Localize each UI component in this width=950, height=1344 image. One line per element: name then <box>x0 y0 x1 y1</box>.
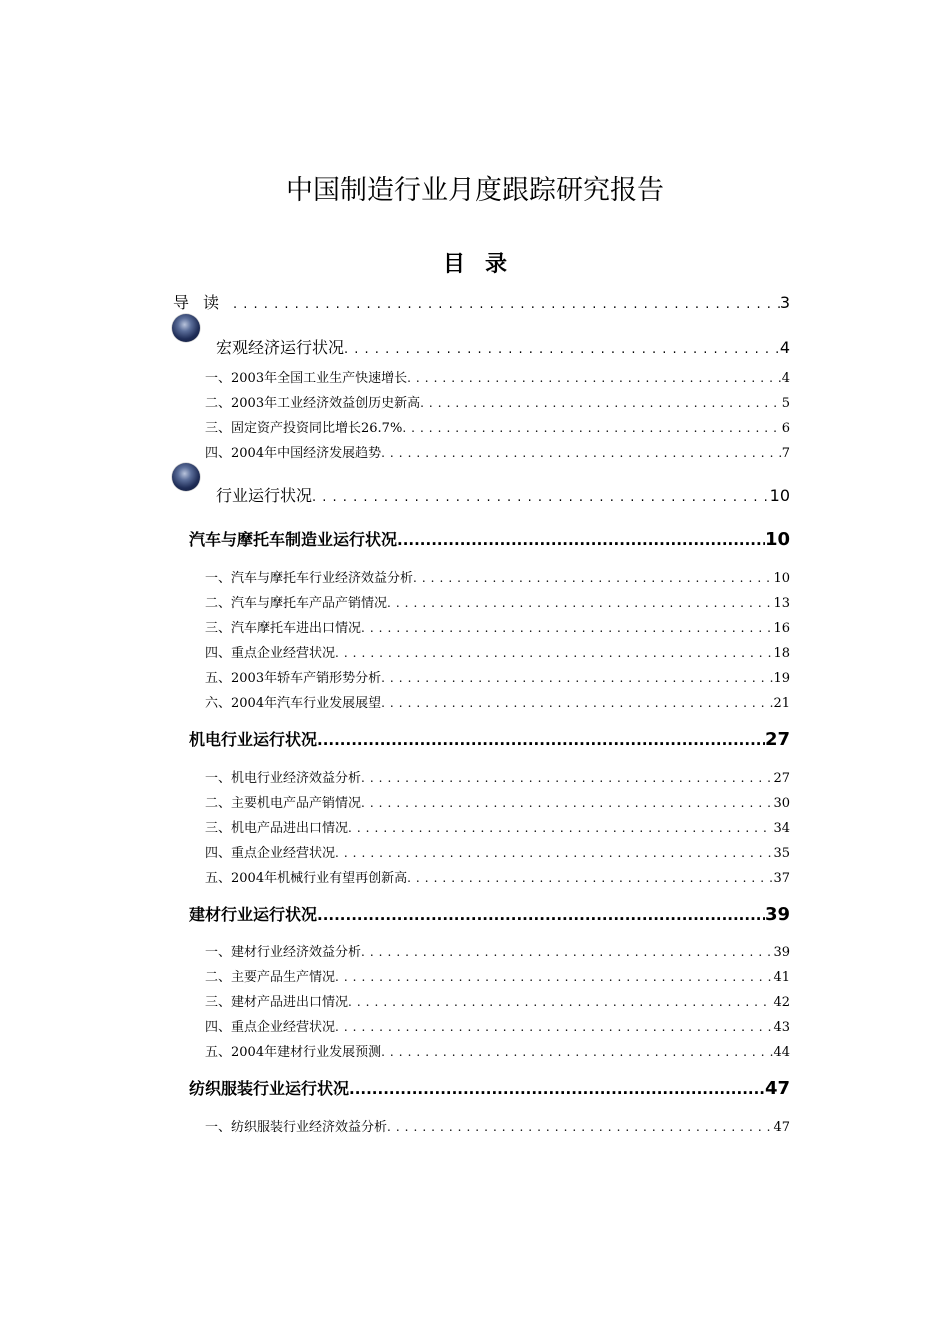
toc-heading: 目录 <box>442 252 527 277</box>
toc-leader-dots <box>312 490 770 505</box>
toc-leader-dots <box>317 906 765 924</box>
toc-page-number: 47 <box>773 1120 790 1135</box>
toc-page-number: 39 <box>764 904 790 925</box>
toc-entry-label: 三、建材产品进出口情况 <box>205 995 349 1010</box>
toc-entry-label: 三、机电产品进出口情况 <box>205 821 349 836</box>
toc-page-number: 4 <box>779 338 790 357</box>
toc-page-number: 41 <box>773 970 790 985</box>
toc-entry-label: 导读 <box>173 293 234 312</box>
toc-leader-dots <box>361 796 773 810</box>
toc-leader-dots <box>349 1080 765 1098</box>
toc-page-number: 6 <box>781 421 790 436</box>
toc-page-number: 34 <box>773 821 790 836</box>
toc-leader-dots <box>233 297 780 312</box>
toc-entry-item[interactable] <box>205 792 790 814</box>
toc-entry-item[interactable] <box>205 941 790 963</box>
toc-page-number: 27 <box>764 729 790 750</box>
toc-entry-label: 四、2004年中国经济发展趋势 <box>205 446 382 461</box>
toc-entry-item[interactable] <box>205 767 790 789</box>
toc-entry-label: 四、重点企业经营状况 <box>205 1020 336 1035</box>
toc-page-number: 18 <box>773 646 790 661</box>
toc-entry-item[interactable] <box>205 966 790 988</box>
toc-entry-item[interactable] <box>205 642 790 664</box>
toc-entry-label: 机电行业运行状况 <box>189 730 318 749</box>
toc-leader-dots <box>361 945 773 959</box>
toc-leader-dots <box>381 671 773 685</box>
toc-leader-dots <box>402 421 781 435</box>
toc-leader-dots <box>344 342 780 357</box>
toc-entry-label: 一、建材行业经济效益分析 <box>205 945 362 960</box>
toc-entry-item[interactable] <box>205 617 790 639</box>
toc-page-number: 19 <box>773 671 790 686</box>
toc-page-number: 3 <box>779 293 790 312</box>
toc-entry-label: 四、重点企业经营状况 <box>205 646 336 661</box>
toc-section-electromechanical[interactable] <box>189 727 790 755</box>
toc-page-number: 42 <box>773 995 790 1010</box>
toc-page-number: 43 <box>773 1020 790 1035</box>
toc-entry-label: 一、机电行业经济效益分析 <box>205 771 362 786</box>
toc-page-number: 10 <box>773 571 790 586</box>
toc-page-number: 13 <box>773 596 790 611</box>
toc-leader-dots <box>420 396 782 410</box>
toc-leader-dots <box>387 596 773 610</box>
toc-leader-dots <box>381 1045 773 1059</box>
toc-entry-item[interactable] <box>205 692 790 714</box>
toc-entry-part1[interactable] <box>173 335 790 361</box>
toc-leader-dots <box>407 871 773 885</box>
toc-leader-dots <box>387 1120 773 1134</box>
toc-leader-dots <box>335 970 773 984</box>
toc-leader-dots <box>381 696 773 710</box>
toc-entry-item[interactable] <box>205 991 790 1013</box>
toc-entry-item[interactable] <box>205 592 790 614</box>
toc-page-number: 10 <box>769 486 790 505</box>
toc-leader-dots <box>348 821 773 835</box>
toc-entry-item[interactable] <box>205 1041 790 1063</box>
toc-entry-item[interactable] <box>205 867 790 889</box>
toc-entry-intro[interactable] <box>173 290 790 316</box>
toc-entry-label: 二、汽车与摩托车产品产销情况 <box>205 596 388 611</box>
toc-leader-dots <box>335 846 773 860</box>
toc-page-number: 37 <box>773 871 790 886</box>
toc-entry-item[interactable] <box>205 1016 790 1038</box>
toc-entry-label: 三、汽车摩托车进出口情况 <box>205 621 362 636</box>
toc-page-number: 44 <box>773 1045 790 1060</box>
toc-entry-label: 宏观经济运行状况 <box>216 338 345 357</box>
toc-page-number: 10 <box>764 529 790 550</box>
toc-leader-dots <box>335 646 773 660</box>
toc-entry-label: 建材行业运行状况 <box>189 905 318 924</box>
toc-entry-part1-item[interactable] <box>205 417 790 439</box>
toc-page-number: 16 <box>773 621 790 636</box>
document-title: 中国制造行业月度跟踪研究报告 <box>286 175 664 206</box>
toc-entry-label: 行业运行状况 <box>216 486 313 505</box>
toc-entry-label: 二、主要机电产品产销情况 <box>205 796 362 811</box>
toc-leader-dots <box>361 771 773 785</box>
toc-entry-label: 一、汽车与摩托车行业经济效益分析 <box>205 571 414 586</box>
toc-entry-part1-item[interactable] <box>205 392 790 414</box>
toc-entry-label: 四、重点企业经营状况 <box>205 846 336 861</box>
toc-entry-item[interactable] <box>205 1116 790 1138</box>
toc-entry-part1-item[interactable] <box>205 442 790 464</box>
toc-entry-item[interactable] <box>205 667 790 689</box>
toc-entry-label: 汽车与摩托车制造业运行状况 <box>189 530 398 549</box>
toc-page-number: 4 <box>781 371 790 386</box>
toc-page-number: 27 <box>773 771 790 786</box>
toc-section-textile[interactable] <box>189 1076 790 1104</box>
toc-entry-label: 二、主要产品生产情况 <box>205 970 336 985</box>
toc-section-building-materials[interactable] <box>189 902 790 930</box>
toc-page-number: 35 <box>773 846 790 861</box>
toc-leader-dots <box>381 446 782 460</box>
toc-entry-label: 二、2003年工业经济效益创历史新高 <box>205 396 421 411</box>
toc-page-number: 47 <box>764 1078 790 1099</box>
toc-entry-item[interactable] <box>205 842 790 864</box>
toc-page-number: 39 <box>773 945 790 960</box>
toc-entry-label: 六、2004年汽车行业发展展望 <box>205 696 382 711</box>
toc-leader-dots <box>317 731 765 749</box>
toc-page-number: 30 <box>773 796 790 811</box>
toc-leader-dots <box>348 995 773 1009</box>
toc-page-number: 7 <box>781 446 790 461</box>
toc-entry-part2[interactable] <box>173 483 790 509</box>
toc-section-auto[interactable] <box>189 527 790 555</box>
toc-leader-dots <box>397 531 765 549</box>
toc-entry-item[interactable] <box>205 817 790 839</box>
toc-entry-item[interactable] <box>205 567 790 589</box>
toc-leader-dots <box>407 371 782 385</box>
toc-entry-label: 五、2004年建材行业发展预测 <box>205 1045 382 1060</box>
toc-entry-label: 五、2003年轿车产销形势分析 <box>205 671 382 686</box>
toc-page-number: 5 <box>781 396 790 411</box>
toc-page-number: 21 <box>773 696 790 711</box>
toc-entry-label: 纺织服装行业运行状况 <box>189 1079 350 1098</box>
toc-leader-dots <box>413 571 773 585</box>
toc-leader-dots <box>361 621 773 635</box>
toc-entry-label: 一、2003年全国工业生产快速增长 <box>205 371 408 386</box>
toc-entry-label: 一、纺织服装行业经济效益分析 <box>205 1120 388 1135</box>
toc-entry-label: 五、2004年机械行业有望再创新高 <box>205 871 408 886</box>
toc-entry-part1-item[interactable] <box>205 367 790 389</box>
toc-entry-label: 三、固定资产投资同比增长26.7% <box>205 421 403 436</box>
toc-leader-dots <box>335 1020 773 1034</box>
